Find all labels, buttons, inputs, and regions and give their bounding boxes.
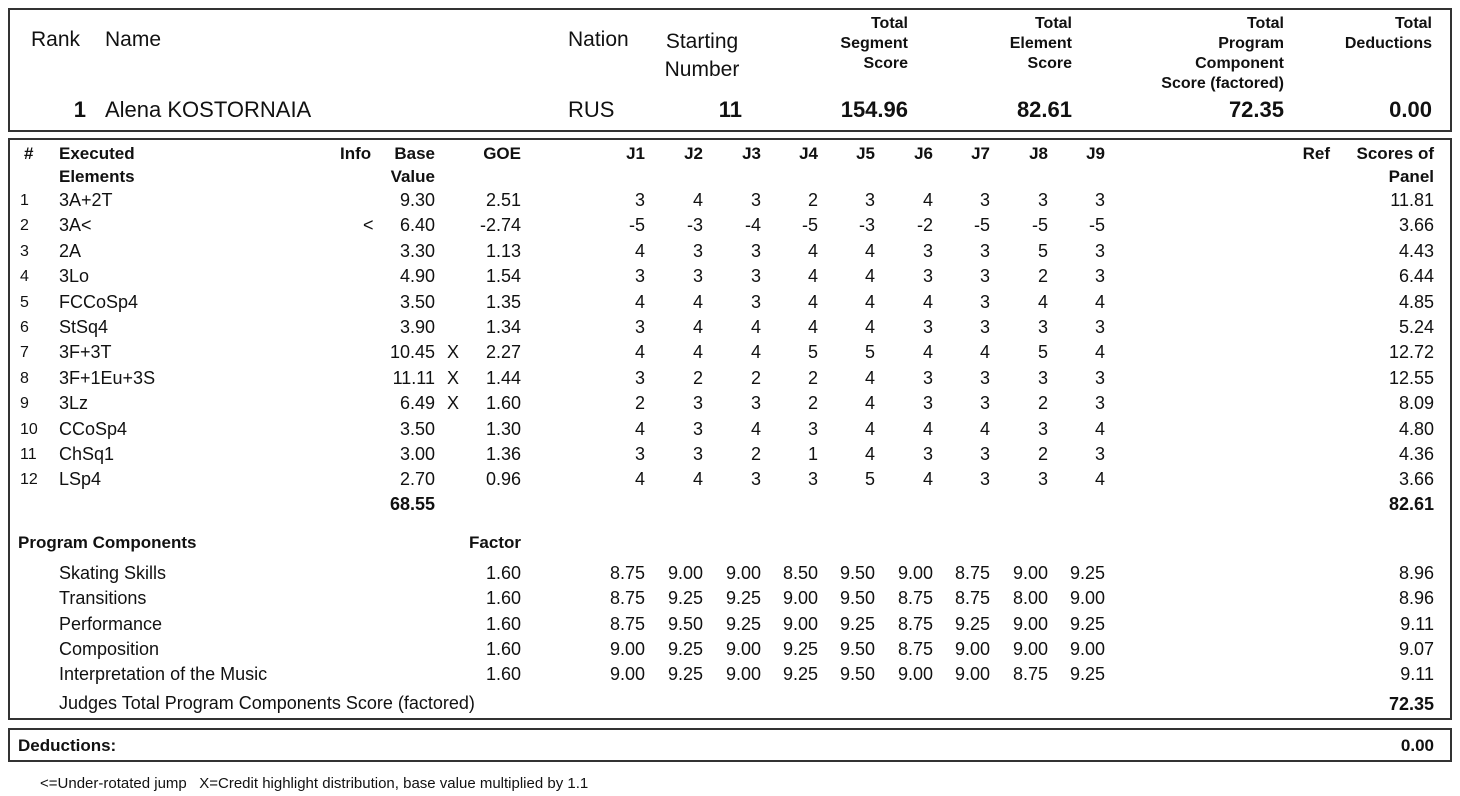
element-row-judge-9: 3 xyxy=(1094,368,1105,388)
skater-name: Alena KOSTORNAIA xyxy=(105,97,312,122)
element-row-judge-5: 5 xyxy=(864,342,875,362)
component-name: Interpretation of the Music xyxy=(59,664,268,684)
element-row-base-value: 6.40 xyxy=(399,215,435,235)
element-row-judge-7: 3 xyxy=(979,190,990,210)
pcs-label-line3: Component xyxy=(1195,55,1284,72)
element-row-judge-2: -3 xyxy=(686,215,703,235)
skater-tes: 82.61 xyxy=(1016,97,1072,122)
component-judge-7: 9.00 xyxy=(954,639,990,659)
element-row-index: 2 xyxy=(20,217,29,234)
deductions-value: 0.00 xyxy=(1400,736,1434,755)
col-judge-header-5: J5 xyxy=(856,144,875,163)
component-judge-1: 8.75 xyxy=(609,563,645,583)
col-judge-header-3: J3 xyxy=(742,144,761,163)
component-judge-9: 9.25 xyxy=(1069,664,1105,684)
element-row-judge-6: 3 xyxy=(922,241,933,261)
element-row-index: 12 xyxy=(20,471,38,488)
skater-tss: 154.96 xyxy=(840,97,908,122)
element-row-name: 3F+3T xyxy=(59,342,112,362)
element-row-judge-5: 4 xyxy=(864,317,875,337)
element-row-name: 3Lo xyxy=(59,266,90,286)
component-judge-6: 8.75 xyxy=(897,639,933,659)
col-info-header: Info xyxy=(340,144,372,163)
col-element-header-line1: Executed xyxy=(59,144,135,163)
element-row-judge-7: 4 xyxy=(979,342,990,362)
element-row-judge-4: 1 xyxy=(807,444,818,464)
component-judge-6: 8.75 xyxy=(897,614,933,634)
component-judge-4: 9.25 xyxy=(782,639,818,659)
col-element-header-line2: Elements xyxy=(59,167,135,186)
element-row-panel-score: 12.72 xyxy=(1388,342,1434,362)
element-row-panel-score: 4.85 xyxy=(1398,292,1434,312)
starting-number-label xyxy=(652,28,752,84)
element-row-judge-8: 4 xyxy=(1037,292,1048,312)
element-row-goe: 1.34 xyxy=(485,317,521,337)
col-base-header-line1: Base xyxy=(394,144,435,163)
component-judge-9: 9.25 xyxy=(1069,614,1105,634)
element-row-judge-3: 3 xyxy=(750,393,761,413)
element-row-judge-2: 4 xyxy=(692,190,703,210)
element-row-name: FCCoSp4 xyxy=(59,292,139,312)
element-row-x-flag: X xyxy=(447,368,460,388)
element-row-judge-2: 3 xyxy=(692,241,703,261)
element-row-index: 3 xyxy=(20,243,29,260)
component-judge-5: 9.50 xyxy=(839,588,875,608)
footnote: <=Under-rotated jump X=Credit highlight distribution, base value multiplied by 1.1 xyxy=(40,775,589,792)
element-row-judge-5: 3 xyxy=(864,190,875,210)
component-judge-5: 9.50 xyxy=(839,563,875,583)
element-row-index: 8 xyxy=(20,370,29,387)
skater-rank: 1 xyxy=(73,97,86,122)
component-name: Composition xyxy=(59,639,160,659)
element-row-judge-9: 3 xyxy=(1094,241,1105,261)
element-row-goe: 1.35 xyxy=(485,292,521,312)
element-row-name: 3Lz xyxy=(59,393,89,413)
element-row-base-value: 3.30 xyxy=(399,241,435,261)
element-row-panel-score: 3.66 xyxy=(1398,469,1434,489)
tes-label-line2: Element xyxy=(1009,35,1072,52)
element-row-goe: 0.96 xyxy=(485,469,521,489)
component-judge-6: 9.00 xyxy=(897,664,933,684)
skater-ded: 0.00 xyxy=(1389,97,1432,122)
element-row-judge-3: 4 xyxy=(750,419,761,439)
col-index-header: # xyxy=(24,144,34,163)
deductions-label: Deductions: xyxy=(18,736,117,755)
element-row-judge-5: 4 xyxy=(864,292,875,312)
element-row-judge-3: 3 xyxy=(750,266,761,286)
component-judge-9: 9.25 xyxy=(1069,563,1105,583)
element-row-judge-4: 2 xyxy=(807,368,818,388)
element-row-judge-4: 5 xyxy=(807,342,818,362)
element-row-goe: 1.54 xyxy=(485,266,521,286)
col-goe-header: GOE xyxy=(483,144,521,163)
element-row-judge-2: 4 xyxy=(692,342,703,362)
col-judge-header-6: J6 xyxy=(914,144,933,163)
element-row-info: < xyxy=(363,215,374,235)
element-row-judge-6: 3 xyxy=(922,317,933,337)
nation-label: Nation xyxy=(568,28,629,51)
element-row-goe: 1.30 xyxy=(485,419,521,439)
component-name: Skating Skills xyxy=(59,563,167,583)
col-judge-header-1: J1 xyxy=(626,144,645,163)
element-row-name: LSp4 xyxy=(59,469,102,489)
element-row-x-flag: X xyxy=(447,342,460,362)
element-row-index: 10 xyxy=(20,421,38,438)
component-judge-3: 9.00 xyxy=(725,664,761,684)
tss-label xyxy=(808,14,908,74)
col-judge-header-2: J2 xyxy=(684,144,703,163)
ded-label-line1: Total xyxy=(1394,15,1432,32)
element-row-judge-3: 3 xyxy=(750,292,761,312)
element-row-judge-4: 4 xyxy=(807,241,818,261)
element-row-judge-8: 2 xyxy=(1037,393,1048,413)
component-judge-4: 9.00 xyxy=(782,588,818,608)
element-row-judge-8: 3 xyxy=(1037,368,1048,388)
element-row-goe: -2.74 xyxy=(479,215,521,235)
element-row-panel-score: 4.43 xyxy=(1398,241,1434,261)
element-row-panel-score: 6.44 xyxy=(1398,266,1434,286)
element-row-judge-5: 4 xyxy=(864,444,875,464)
element-row-judge-5: 4 xyxy=(864,419,875,439)
element-row-base-value: 3.50 xyxy=(399,292,435,312)
element-row-judge-9: 4 xyxy=(1094,292,1105,312)
element-row-judge-7: 3 xyxy=(979,368,990,388)
element-row-name: 3A< xyxy=(59,215,92,235)
element-row-base-value: 10.45 xyxy=(389,342,435,362)
element-row-base-value: 3.50 xyxy=(399,419,435,439)
col-base-header xyxy=(365,142,435,188)
element-row-judge-2: 4 xyxy=(692,317,703,337)
element-row-judge-2: 2 xyxy=(692,368,703,388)
element-row-judge-8: 2 xyxy=(1037,444,1048,464)
ded-label-line2: Deductions xyxy=(1344,35,1432,52)
element-row-name: 3F+1Eu+3S xyxy=(59,368,156,388)
element-row-judge-7: 3 xyxy=(979,292,990,312)
element-row-name: CCoSp4 xyxy=(59,419,128,439)
element-row-judge-7: 3 xyxy=(979,317,990,337)
element-row-judge-8: 3 xyxy=(1037,317,1048,337)
component-judge-6: 8.75 xyxy=(897,588,933,608)
element-row-judge-4: 2 xyxy=(807,393,818,413)
element-row-index: 1 xyxy=(20,192,29,209)
element-row-judge-5: 4 xyxy=(864,266,875,286)
pcs-label-line4: Score (factored) xyxy=(1161,75,1284,92)
component-judge-4: 9.25 xyxy=(782,664,818,684)
element-row-panel-score: 8.09 xyxy=(1398,393,1434,413)
element-row-judge-4: 4 xyxy=(807,292,818,312)
element-row-judge-9: 4 xyxy=(1094,419,1105,439)
element-row-judge-8: 5 xyxy=(1037,241,1048,261)
element-row-judge-2: 3 xyxy=(692,444,703,464)
element-row-judge-5: -3 xyxy=(858,215,875,235)
element-row-judge-7: 3 xyxy=(979,469,990,489)
col-judge-header-9: J9 xyxy=(1086,144,1105,163)
element-row-judge-7: 3 xyxy=(979,393,990,413)
element-row-judge-6: 4 xyxy=(922,342,933,362)
element-row-index: 4 xyxy=(20,268,29,285)
pcs-total-label: Judges Total Program Components Score (factored) xyxy=(59,693,475,713)
tss-label-line1: Total xyxy=(870,15,908,32)
element-row-panel-score: 11.81 xyxy=(1390,190,1434,210)
pcs-label-line1: Total xyxy=(1246,15,1284,32)
element-row-judge-2: 3 xyxy=(692,266,703,286)
element-row-judge-6: 4 xyxy=(922,190,933,210)
element-row-judge-7: 3 xyxy=(979,266,990,286)
component-judge-3: 9.25 xyxy=(725,588,761,608)
component-panel-score: 9.11 xyxy=(1400,664,1434,684)
name-label: Name xyxy=(105,28,162,51)
component-judge-6: 9.00 xyxy=(897,563,933,583)
element-row-judge-3: -4 xyxy=(744,215,761,235)
component-judge-2: 9.50 xyxy=(667,614,703,634)
element-row-judge-1: 2 xyxy=(634,393,645,413)
element-row-index: 5 xyxy=(20,294,29,311)
element-row-judge-7: 3 xyxy=(979,444,990,464)
element-row-judge-2: 4 xyxy=(692,292,703,312)
element-row-judge-5: 4 xyxy=(864,241,875,261)
element-row-panel-score: 12.55 xyxy=(1388,368,1434,388)
element-row-judge-5: 5 xyxy=(864,469,875,489)
component-judge-2: 9.25 xyxy=(667,639,703,659)
tes-total: 82.61 xyxy=(1388,494,1434,514)
element-row-judge-1: 4 xyxy=(634,241,645,261)
element-row-name: ChSq1 xyxy=(59,444,115,464)
starting-number-label-line1: Starting xyxy=(665,30,739,53)
col-base-header-line2: Value xyxy=(390,167,435,186)
col-scores-header-line2: Panel xyxy=(1388,167,1434,186)
component-judge-7: 8.75 xyxy=(954,588,990,608)
component-judge-8: 9.00 xyxy=(1012,639,1048,659)
element-row-judge-1: 3 xyxy=(634,368,645,388)
col-scores-header xyxy=(1320,142,1434,188)
element-row-judge-4: 3 xyxy=(807,469,818,489)
component-factor: 1.60 xyxy=(485,563,521,583)
element-row-judge-6: 4 xyxy=(922,469,933,489)
component-name: Transitions xyxy=(59,588,147,608)
component-judge-1: 9.00 xyxy=(609,639,645,659)
col-element-header xyxy=(59,142,135,188)
element-row-judge-3: 2 xyxy=(750,368,761,388)
component-judge-3: 9.00 xyxy=(725,639,761,659)
factor-header: Factor xyxy=(469,533,521,552)
element-row-judge-6: 3 xyxy=(922,444,933,464)
pcs-label-line2: Program xyxy=(1218,35,1284,52)
element-row-judge-2: 3 xyxy=(692,393,703,413)
element-row-goe: 1.44 xyxy=(485,368,521,388)
element-row-judge-8: 2 xyxy=(1037,266,1048,286)
element-row-base-value: 6.49 xyxy=(399,393,435,413)
component-judge-9: 9.00 xyxy=(1069,639,1105,659)
element-row-judge-8: 3 xyxy=(1037,190,1048,210)
base-value-total: 68.55 xyxy=(389,494,435,514)
ded-label xyxy=(1312,14,1432,54)
element-row-judge-1: -5 xyxy=(628,215,645,235)
element-row-panel-score: 4.80 xyxy=(1398,419,1434,439)
element-row-goe: 1.36 xyxy=(485,444,521,464)
component-judge-9: 9.00 xyxy=(1069,588,1105,608)
component-panel-score: 9.07 xyxy=(1398,639,1434,659)
component-factor: 1.60 xyxy=(485,639,521,659)
component-judge-2: 9.25 xyxy=(667,588,703,608)
element-row-judge-8: 3 xyxy=(1037,469,1048,489)
element-row-judge-3: 4 xyxy=(750,342,761,362)
element-row-judge-4: -5 xyxy=(801,215,818,235)
skater-pcs: 72.35 xyxy=(1228,97,1284,122)
skater-nation: RUS xyxy=(568,97,615,122)
component-judge-8: 8.75 xyxy=(1012,664,1048,684)
element-row-judge-8: 3 xyxy=(1037,419,1048,439)
element-row-index: 9 xyxy=(20,395,29,412)
component-judge-5: 9.50 xyxy=(839,639,875,659)
tss-label-line3: Score xyxy=(863,55,908,72)
element-row-index: 6 xyxy=(20,319,29,336)
element-row-goe: 2.51 xyxy=(485,190,521,210)
element-row-goe: 1.60 xyxy=(485,393,521,413)
rank-label: Rank xyxy=(31,28,81,51)
element-row-judge-8: 5 xyxy=(1037,342,1048,362)
element-row-judge-1: 4 xyxy=(634,469,645,489)
component-judge-5: 9.25 xyxy=(839,614,875,634)
col-judge-header-7: J7 xyxy=(971,144,990,163)
element-row-judge-2: 4 xyxy=(692,469,703,489)
component-panel-score: 8.96 xyxy=(1398,563,1434,583)
element-row-judge-3: 2 xyxy=(750,444,761,464)
col-ref-header: Ref xyxy=(1302,144,1330,163)
element-row-goe: 1.13 xyxy=(485,241,521,261)
tes-label-line1: Total xyxy=(1034,15,1072,32)
element-row-judge-9: 3 xyxy=(1094,266,1105,286)
element-row-panel-score: 3.66 xyxy=(1398,215,1434,235)
element-row-base-value: 3.00 xyxy=(399,444,435,464)
component-judge-8: 8.00 xyxy=(1012,588,1048,608)
element-row-judge-1: 3 xyxy=(634,190,645,210)
element-row-judge-4: 4 xyxy=(807,266,818,286)
element-row-judge-3: 4 xyxy=(750,317,761,337)
component-panel-score: 9.11 xyxy=(1400,614,1434,634)
component-judge-7: 9.25 xyxy=(954,614,990,634)
component-judge-3: 9.25 xyxy=(725,614,761,634)
component-judge-3: 9.00 xyxy=(725,563,761,583)
element-row-judge-9: 3 xyxy=(1094,393,1105,413)
element-row-judge-3: 3 xyxy=(750,469,761,489)
element-row-x-flag: X xyxy=(447,393,460,413)
element-row-judge-5: 4 xyxy=(864,368,875,388)
element-row-name: StSq4 xyxy=(59,317,109,337)
element-row-name: 2A xyxy=(59,241,82,261)
element-row-judge-2: 3 xyxy=(692,419,703,439)
component-judge-2: 9.00 xyxy=(667,563,703,583)
element-row-index: 11 xyxy=(20,446,37,463)
component-factor: 1.60 xyxy=(485,664,521,684)
component-judge-8: 9.00 xyxy=(1012,563,1048,583)
col-judge-header-4: J4 xyxy=(799,144,818,163)
element-row-judge-3: 3 xyxy=(750,241,761,261)
element-row-goe: 2.27 xyxy=(485,342,521,362)
component-judge-7: 9.00 xyxy=(954,664,990,684)
component-judge-4: 9.00 xyxy=(782,614,818,634)
element-row-base-value: 4.90 xyxy=(399,266,435,286)
element-row-base-value: 2.70 xyxy=(399,469,435,489)
element-row-judge-6: 4 xyxy=(922,419,933,439)
element-row-judge-9: 3 xyxy=(1094,190,1105,210)
component-judge-7: 8.75 xyxy=(954,563,990,583)
component-judge-1: 9.00 xyxy=(609,664,645,684)
element-row-judge-4: 4 xyxy=(807,317,818,337)
element-row-judge-6: 3 xyxy=(922,393,933,413)
element-row-judge-6: 4 xyxy=(922,292,933,312)
element-row-judge-9: 3 xyxy=(1094,444,1105,464)
element-row-judge-4: 3 xyxy=(807,419,818,439)
element-row-panel-score: 5.24 xyxy=(1398,317,1434,337)
element-row-index: 7 xyxy=(20,344,29,361)
skater-starting-number: 11 xyxy=(718,97,742,122)
element-row-judge-6: 3 xyxy=(922,266,933,286)
component-judge-1: 8.75 xyxy=(609,614,645,634)
element-row-judge-5: 4 xyxy=(864,393,875,413)
element-row-name: 3A+2T xyxy=(59,190,113,210)
deductions-box xyxy=(8,728,1452,762)
element-row-judge-8: -5 xyxy=(1031,215,1048,235)
element-row-judge-9: -5 xyxy=(1088,215,1105,235)
element-row-panel-score: 4.36 xyxy=(1398,444,1434,464)
element-row-judge-1: 4 xyxy=(634,419,645,439)
element-row-judge-9: 3 xyxy=(1094,317,1105,337)
component-judge-2: 9.25 xyxy=(667,664,703,684)
component-factor: 1.60 xyxy=(485,588,521,608)
element-row-judge-6: 3 xyxy=(922,368,933,388)
starting-number-label-line2: Number xyxy=(664,58,740,81)
element-row-base-value: 11.11 xyxy=(392,368,435,388)
element-row-judge-7: -5 xyxy=(973,215,990,235)
element-row-judge-7: 4 xyxy=(979,419,990,439)
col-judge-header-8: J8 xyxy=(1029,144,1048,163)
element-row-judge-7: 3 xyxy=(979,241,990,261)
tes-label xyxy=(972,14,1072,74)
component-judge-8: 9.00 xyxy=(1012,614,1048,634)
element-row-base-value: 3.90 xyxy=(399,317,435,337)
col-scores-header-line1: Scores of xyxy=(1356,144,1434,163)
component-judge-5: 9.50 xyxy=(839,664,875,684)
program-components-title: Program Components xyxy=(18,533,197,552)
element-row-judge-1: 3 xyxy=(634,266,645,286)
element-row-judge-6: -2 xyxy=(916,215,933,235)
element-row-judge-9: 4 xyxy=(1094,342,1105,362)
element-row-judge-4: 2 xyxy=(807,190,818,210)
component-factor: 1.60 xyxy=(485,614,521,634)
tes-label-line3: Score xyxy=(1027,55,1072,72)
tss-label-line2: Segment xyxy=(840,35,908,52)
element-row-judge-1: 4 xyxy=(634,292,645,312)
component-panel-score: 8.96 xyxy=(1398,588,1434,608)
element-row-judge-9: 4 xyxy=(1094,469,1105,489)
pcs-label xyxy=(1124,14,1284,94)
element-row-judge-1: 3 xyxy=(634,444,645,464)
component-judge-4: 8.50 xyxy=(782,563,818,583)
element-row-base-value: 9.30 xyxy=(399,190,435,210)
component-judge-1: 8.75 xyxy=(609,588,645,608)
element-row-judge-3: 3 xyxy=(750,190,761,210)
component-name: Performance xyxy=(59,614,163,634)
element-row-judge-1: 4 xyxy=(634,342,645,362)
pcs-total-value: 72.35 xyxy=(1388,694,1434,714)
element-row-judge-1: 3 xyxy=(634,317,645,337)
